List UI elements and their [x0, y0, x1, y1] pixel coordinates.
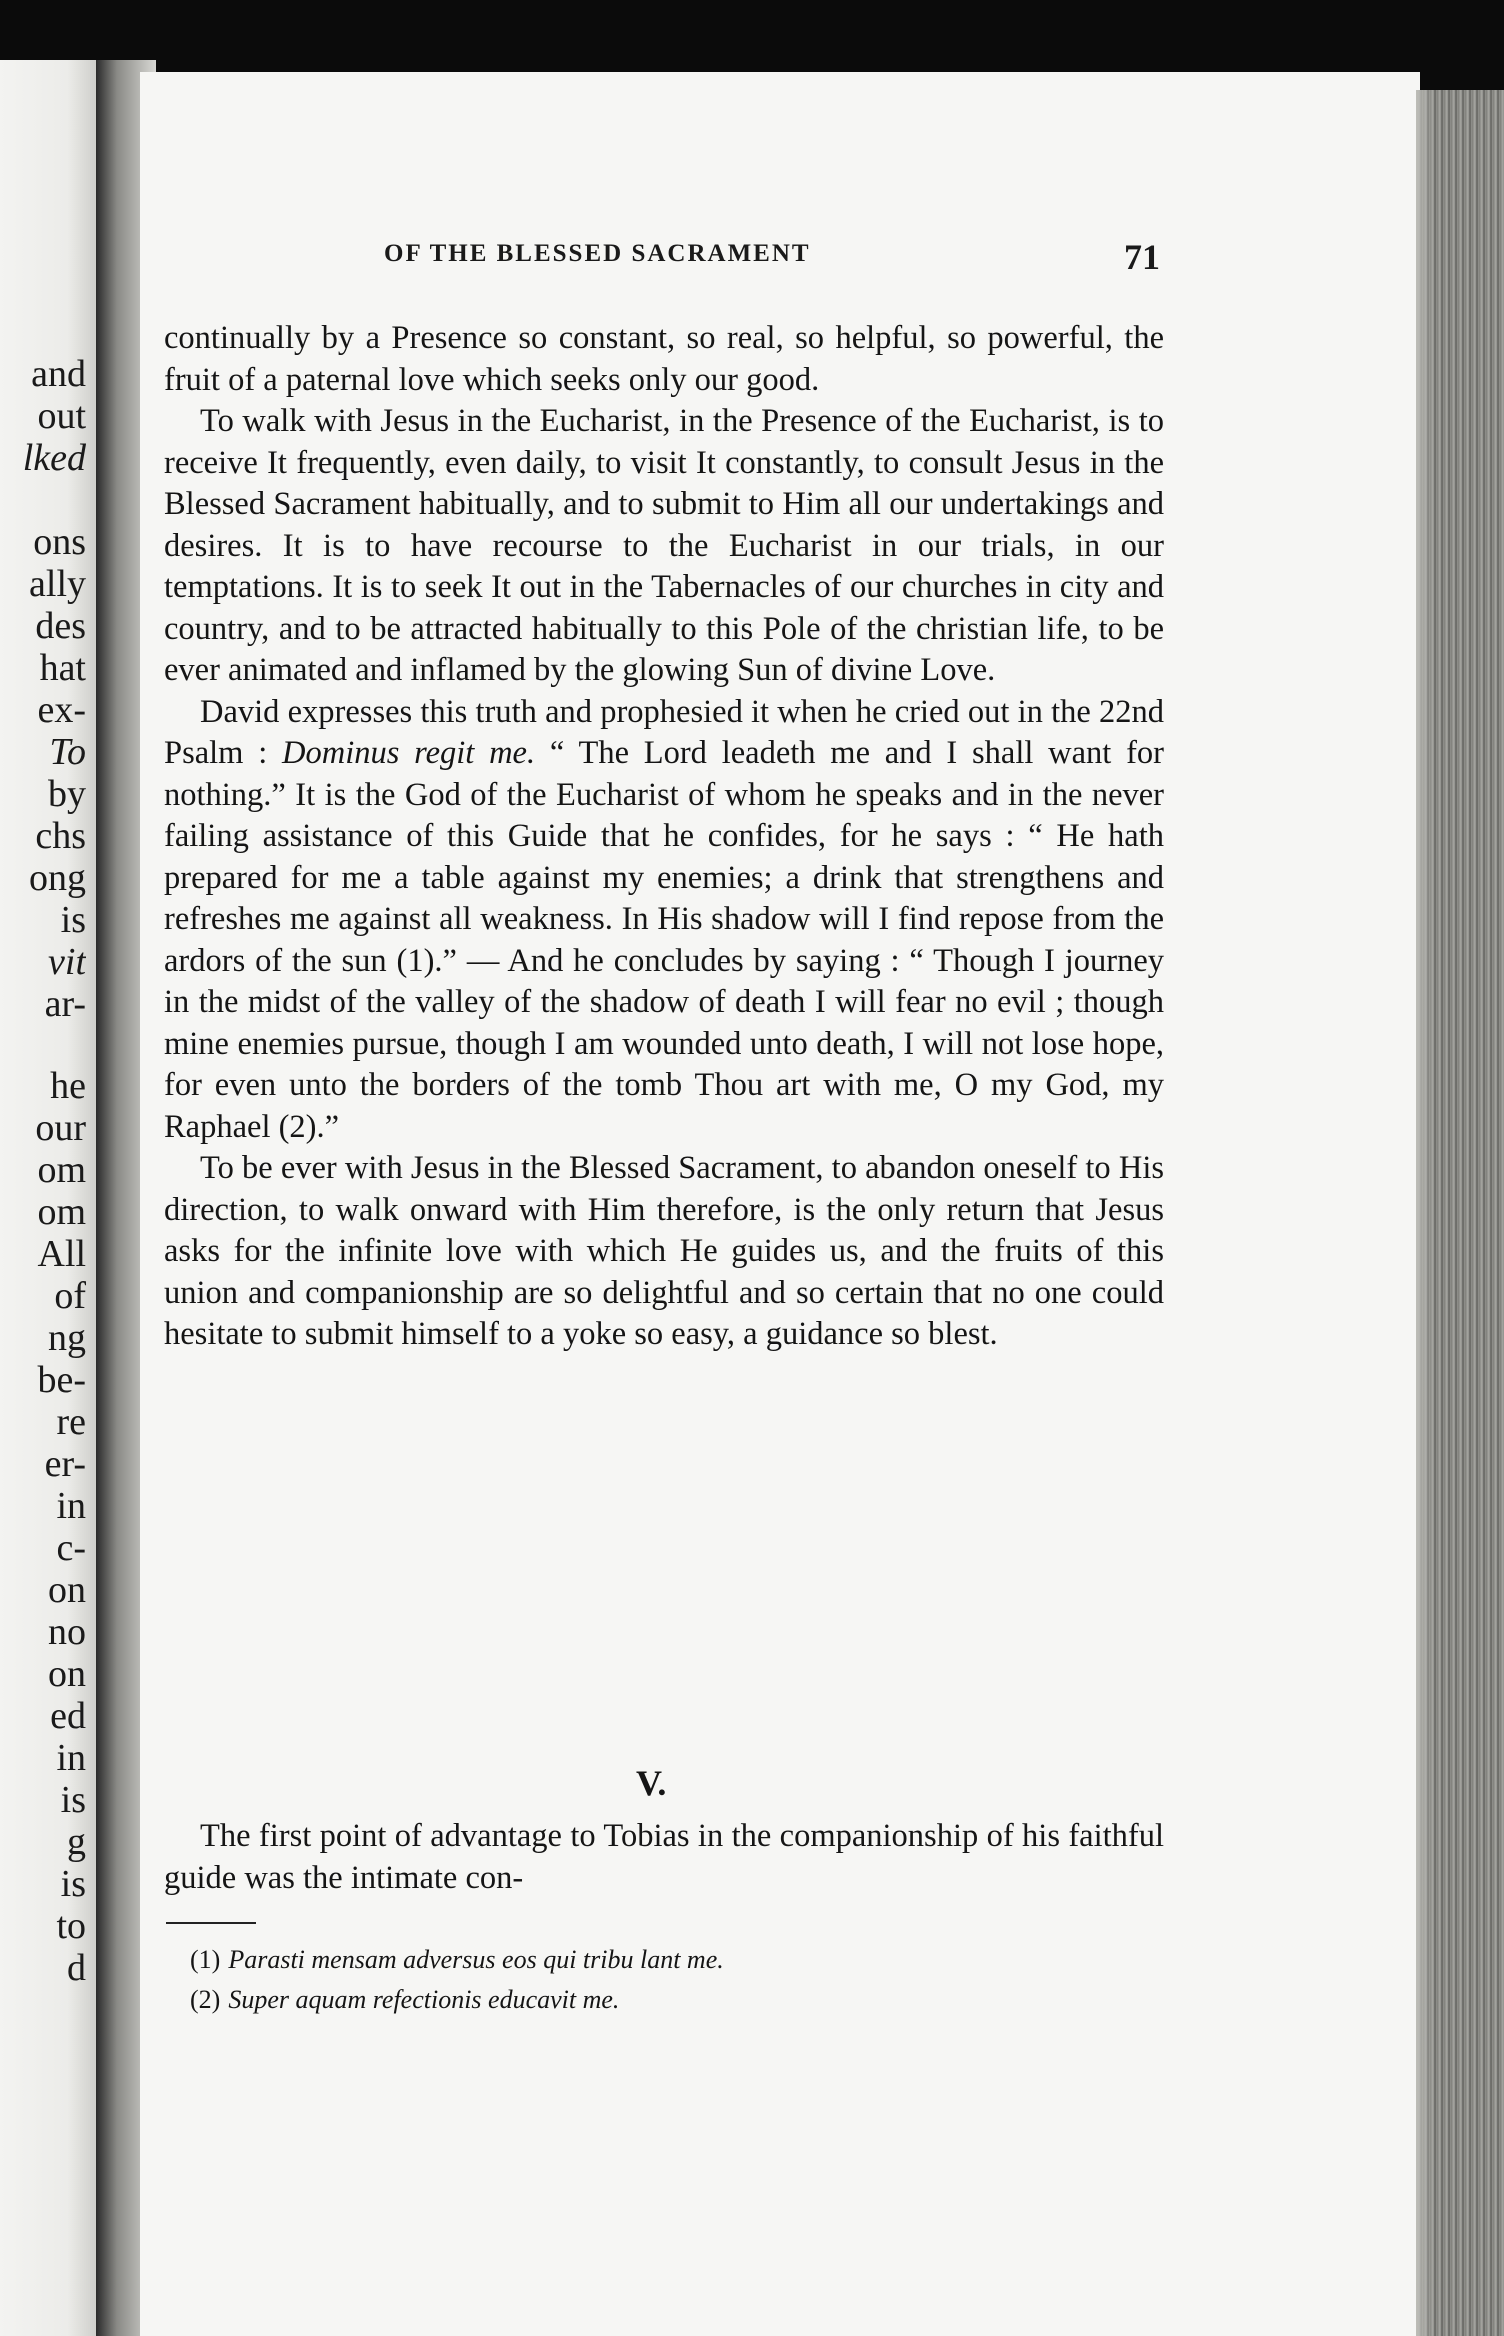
previous-page-text-fragment: ar-: [44, 983, 86, 1025]
footnote-2: [190, 1980, 1090, 2020]
paragraph-3-rest: “ The Lord leadeth me and I shall want for nothing.” It is the God of the Eucharist of whom he speaks and in the never failing assistance of this Guide that he confides, for he says : “ He hath prepared for me a table against my enemies; a drink that strengthens and refreshes me against all weakness. In His shadow will I find repose from the ardors of the sun (1).” — And he concludes by saying : “ Though I journey in the midst of the valley of the shadow of death I will fear no evil ; though mine enemies pursue, though I am wounded unto death, I will not lose hope, for even unto the borders of the tomb Thou art with me, O my God, my Raphael (2).”: [164, 735, 1164, 1145]
previous-page-text-fragment: to: [56, 1905, 86, 1947]
footnote-rule: [166, 1922, 256, 1924]
previous-page-text-fragment: des: [35, 605, 86, 647]
paragraph-3-start: David expresses this truth and prophesied it when he cried out in the 22nd Psalm :: [164, 693, 1164, 771]
footnotes: [190, 1940, 1090, 2020]
previous-page-text-fragment: ed: [50, 1695, 86, 1737]
previous-page-text-fragment: vit: [48, 941, 86, 983]
paragraph-3: [164, 692, 1164, 1149]
previous-page-text-fragment: re: [56, 1401, 86, 1443]
fore-edge-shadow: [1416, 90, 1434, 2336]
previous-page-text-fragment: ng: [48, 1317, 86, 1359]
previous-page-text-fragment: in: [56, 1737, 86, 1779]
previous-page-text-fragment: and: [31, 353, 86, 395]
previous-page-text-fragment: ong: [29, 857, 86, 899]
section-numeral: V.: [636, 1763, 667, 1803]
previous-page-text-fragment: is: [60, 1863, 86, 1905]
previous-page-text-fragment: of: [54, 1275, 86, 1317]
previous-page-text-fragment: by: [48, 773, 86, 815]
previous-page-text-fragment: no: [48, 1611, 86, 1653]
running-header: OF THE BLESSED SACRAMENT: [384, 240, 811, 267]
previous-page-text-fragment: is: [60, 899, 86, 941]
previous-page-text-fragment: ons: [33, 521, 86, 563]
page-body: [164, 318, 1164, 1356]
previous-page-text-fragment: in: [56, 1485, 86, 1527]
page-number: 71: [1124, 237, 1160, 277]
previous-page-text-fragment: All: [37, 1233, 86, 1275]
previous-page-text-fragment: out: [37, 395, 86, 437]
previous-page-text-fragment: on: [48, 1653, 86, 1695]
previous-page-text-fragment: be-: [37, 1359, 86, 1401]
previous-page-text-fragment: on: [48, 1569, 86, 1611]
footnote-number: (2): [190, 1985, 221, 2014]
previous-page-text-fragment: c-: [56, 1527, 86, 1569]
previous-page-text-fragment: he: [50, 1065, 86, 1107]
section-opening-text: The first point of advantage to Tobias in the companionship of his faithful guide was the intimate con-: [164, 1818, 1164, 1896]
paragraph-1: continually by a Presence so constant, so real, so helpful, so powerful, the fruit of a paternal love which seeks only our good.: [164, 320, 1164, 398]
previous-page-text-fragment: lked: [22, 437, 86, 479]
paragraph-4: To be ever with Jesus in the Blessed Sacrament, to abandon oneself to His direction, to walk onward with Him therefore, is the only return that Jesus asks for the infinite love with which He guides us, and the fruits of this union and companionship are so delightful and so certain that no one could hesitate to submit himself to a yoke so easy, a guidance so blest.: [164, 1150, 1164, 1352]
footnote-number: (1): [190, 1945, 221, 1974]
previous-page-text-fragment: g: [67, 1821, 86, 1863]
previous-page-text-fragment: ally: [29, 563, 86, 605]
previous-page-text-fragment: er-: [44, 1443, 86, 1485]
footnote-text: Super aquam refectionis educavit me.: [228, 1985, 620, 2014]
previous-page-text-fragment: om: [37, 1149, 86, 1191]
previous-page-edge: [0, 60, 96, 2336]
previous-page-text-fragment: is: [60, 1779, 86, 1821]
previous-page-text-fragment: our: [35, 1107, 86, 1149]
footnote-1: [190, 1940, 1090, 1980]
paragraph-2: To walk with Jesus in the Eucharist, in the Presence of the Eucharist, is to receive It frequently, even daily, to visit It constantly, to consult Jesus in the Blessed Sacrament habitually, and to submit to Him all our undertakings and desires. It is to have recourse to the Eucharist in our trials, in our temptations. It is to seek It out in the Tabernacles of our churches in city and country, and to be attracted habitually to this Pole of the christian life, to be ever animated and inflamed by the glowing Sun of divine Love.: [164, 403, 1164, 688]
previous-page-text-fragment: To: [49, 731, 86, 773]
previous-page-text-fragment: chs: [35, 815, 86, 857]
previous-page-text-fragment: ex-: [37, 689, 86, 731]
psalm-latin-quote: Dominus regit me.: [282, 735, 536, 771]
previous-page-text-fragment: hat: [39, 647, 86, 689]
previous-page-text-fragment: d: [67, 1947, 86, 1989]
previous-page-text-fragment: om: [37, 1191, 86, 1233]
footnote-text: Parasti mensam adversus eos qui tribu lant me.: [228, 1945, 724, 1974]
